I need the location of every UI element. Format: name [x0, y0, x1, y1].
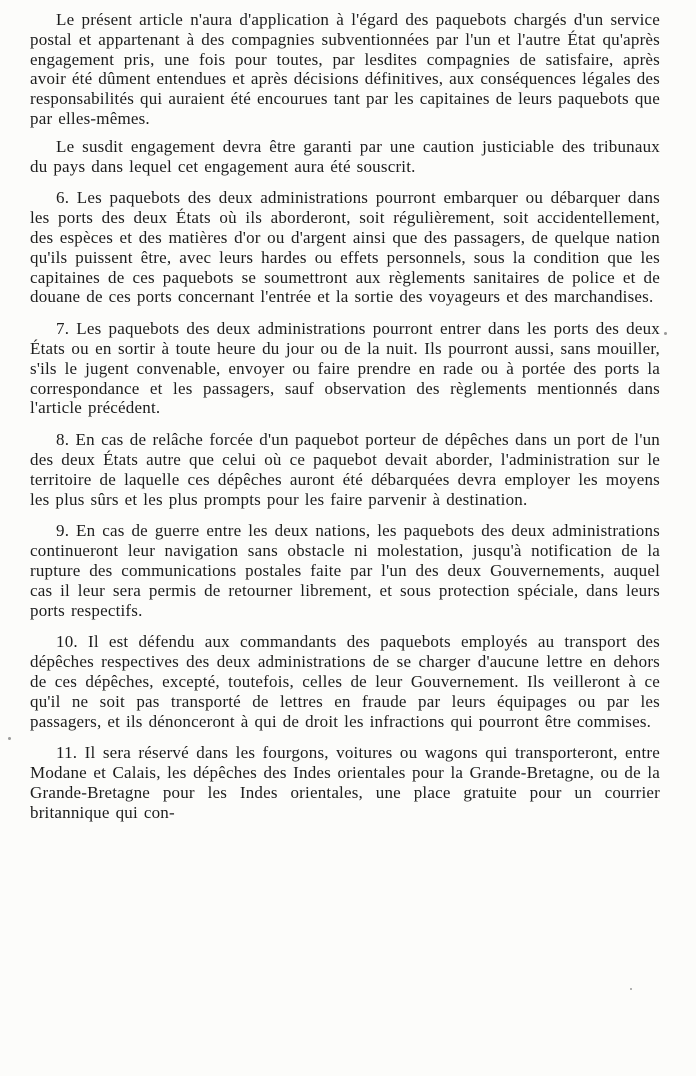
- paragraph-engagement-guarantee: Le susdit engagement devra être garanti par une caution justiciable des tribunaux du pays dans lequel cet engagement aura été souscrit.: [30, 136, 660, 176]
- scan-speck: [630, 988, 632, 990]
- clause-7: 7. Les paquebots des deux administrations pourront entrer dans les ports des deux États ou en sortir à toute heure du jour ou de la nuit. Ils pourront aussi, sans mouiller, s'ils le jugent convenable, envoyer ou faire prendre en rade ou à portée des ports la correspondance et les passagers, sauf observation des règlements mentionnés dans l'article précédent.: [30, 319, 660, 418]
- document-body: [30, 10, 660, 822]
- scan-speck: [8, 737, 11, 740]
- clause-8: 8. En cas de relâche forcée d'un paquebot porteur de dépêches dans un port de l'un des deux États autre que celui où ce paquebot devait aborder, l'administration sur le territoire de laquelle ces dépêches auront été débarquées devra employer les moyens les plus sûrs et les plus prompts pour les faire parvenir à destination.: [30, 430, 660, 509]
- clause-6: 6. Les paquebots des deux administrations pourront embarquer ou débarquer dans les ports des deux États où ils aborderont, soit régulièrement, soit accidentellement, des espèces et des matières d'or ou d'argent ainsi que des passagers, de quelque nation qu'ils puissent être, avec leurs hardes ou effets personnels, sous la condition que les capitaines de ces paquebots se soumettront aux règlements sanitaires de police et de douane de ces ports concernant l'entrée et la sortie des voyageurs et des marchandises.: [30, 188, 660, 307]
- clause-9: 9. En cas de guerre entre les deux nations, les paquebots des deux administrations continueront leur navigation sans obstacle ni molestation, jusqu'à notification de la rupture des communications postales faite par l'un des deux Gouvernements, auquel cas il leur sera permis de retourner librement, et sous protection spéciale, dans leurs ports respectifs.: [30, 521, 660, 620]
- paragraph-article-continuation: Le présent article n'aura d'application à l'égard des paquebots chargés d'un service postal et appartenant à des compagnies subventionnées par l'un et l'autre État qu'après engagement pris, une fois pour toutes, par lesdites compagnies de satisfaire, après avoir été dûment entendues et après décisions définitives, aux conséquences légales des responsabilités qui auraient été encourues tant par les capitaines de leurs paquebots que par elles-mêmes.: [30, 10, 660, 128]
- scan-speck: [664, 332, 667, 335]
- clause-10: 10. Il est défendu aux commandants des paquebots employés au transport des dépêches respectives des deux administrations de se charger d'aucune lettre en dehors de ces dépêches, excepté, toutefois, celles de leur Gouvernement. Ils veilleront à ce qu'il ne soit pas transporté de lettres en fraude par leurs équipages ou par les passagers, et ils dénonceront à qui de droit les infractions qui pourront être commises.: [30, 632, 660, 731]
- clause-11: 11. Il sera réservé dans les fourgons, voitures ou wagons qui transporteront, entre Modane et Calais, les dépêches des Indes orientales pour la Grande-Bretagne, ou de la Grande-Bretagne pour les Indes orientales, une place gratuite pour un courrier britannique qui con-: [30, 743, 660, 822]
